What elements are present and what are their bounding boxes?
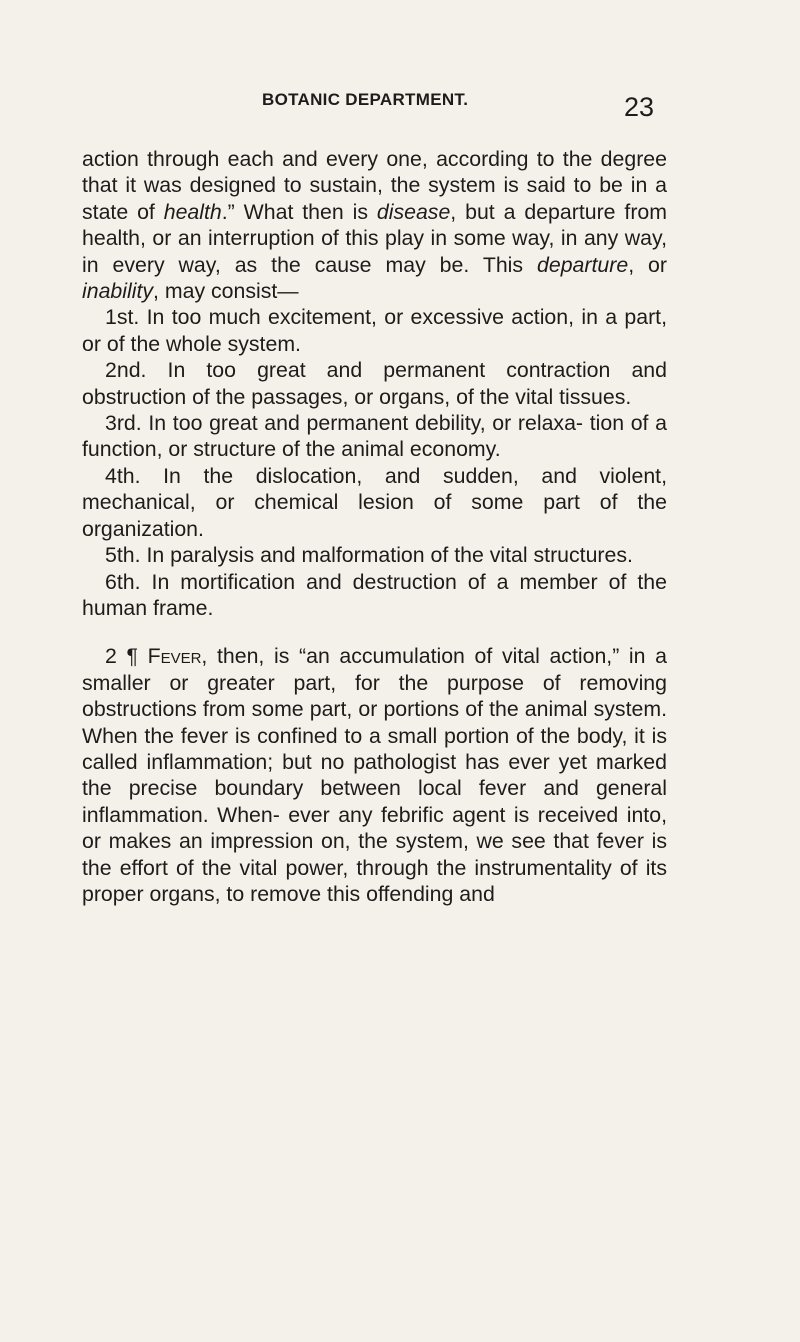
list-item: 4th. In the dislocation, and sudden, and violent, mechanical, or chemical lesion of some part of the organization. (82, 463, 667, 541)
list-item: 6th. In mortification and destruction of a member of the human frame. (82, 569, 667, 620)
page-number: 23 (624, 92, 655, 122)
list-item: 5th. In paralysis and malformation of the vital structures. (105, 543, 633, 568)
running-head: BOTANIC DEPARTMENT. (262, 90, 469, 109)
list-item: 1st. In too much excitement, or excessive action, in a part, or of the whole system. (82, 305, 667, 356)
inability-term: inability (82, 279, 154, 304)
departure-term: departure (537, 252, 629, 277)
opening-text-1: action through each and every one, according to the degree that it was designed to sustain, the system is said to be in a state of (82, 147, 667, 224)
disease-term: disease (376, 199, 451, 224)
opening-paragraph (82, 146, 667, 304)
list-item: 2nd. In too great and permanent contraction and obstruction of the passages, or organs, of the vital tissues. (82, 358, 667, 409)
list-item: 3rd. In too great and permanent debility, or relaxa- tion of a function, or structure of the animal economy. (82, 411, 667, 462)
health-term: health (163, 199, 222, 224)
opening-text-3: , but a departure from health, or an interruption of this play in some way, in any way, in every way, as the cause may be. This (82, 199, 667, 277)
opening-text-5: , may consist— (153, 279, 299, 304)
section-marker: 2 ¶ (105, 644, 138, 669)
opening-text-4: , or (628, 252, 667, 277)
fever-heading: Fever (147, 644, 202, 669)
fever-text: , then, is “an accumulation of vital action,” in a smaller or greater part, for the purpose of removing obstructions from some part, or portions of the animal system. When the fever is confined to a small portion of the body, it is called inflammation; but no pathologist has ever yet marked the precise boundary between local fever and general inflammation. When- ever any febrific agent is received into, or makes an impression on, the system, we see that fever is the effort of the vital power, through the instrumentality of its proper organs, to remove this offending and (82, 644, 667, 906)
opening-text-2: .” What then is (221, 199, 377, 224)
page-header (0, 84, 800, 124)
body-text (82, 146, 667, 907)
fever-paragraph (82, 643, 667, 907)
